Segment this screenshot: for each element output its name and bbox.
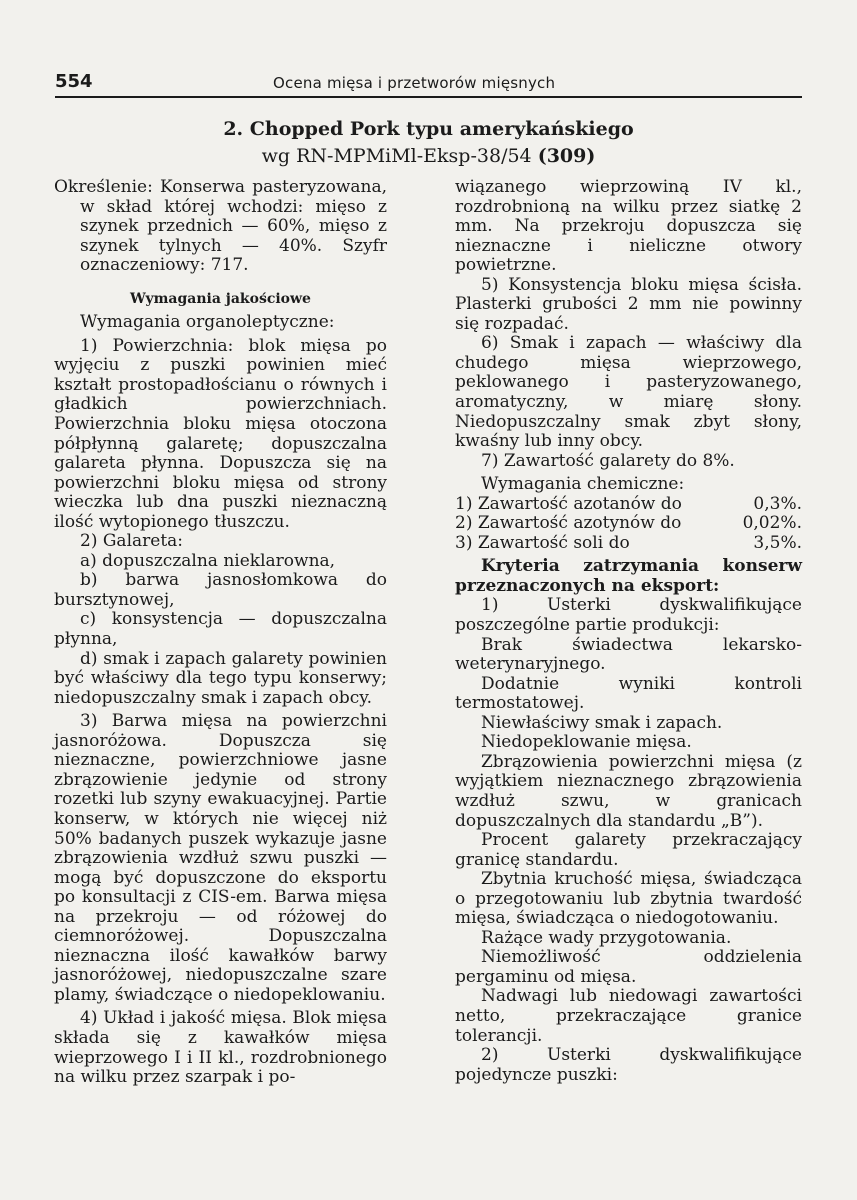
item-meat-color: 3) Barwa mięsa na powierzchni jasnoróżowa. Dopuszcza się nieznaczne, powierzchniowe jasne zbrązowienie jedynie od strony rozetki lub szyny ewakuacyjnej. Partie konserw, w których nie więcej niż 50% badanych puszek wykazuje jasne zbrązowienia wzdłuż szwu puszki — mogą być dopuszczone do eksportu po konsultacji z CIS-em. Barwa mięsa na przekroju — od różowej do ciemnoróżowej. Dopuszczalna nieznaczna ilość kawałków barwy jasnoróżowej, niedopuszczalne szare plamy, świadczące o niedopeklowaniu. <box>54 711 387 1005</box>
chemical-heading: Wymagania chemiczne: <box>481 474 685 495</box>
item-meat-structure-continued: wiązanego wieprzowiną IV kl., rozdrobnioną na wilku przez siatkę 2 mm. Na przekroju dopuszcza się nieznaczne i nieliczne otwory powietrzne. <box>455 177 802 276</box>
criteria-heading: Kryteria zatrzymania konserw przeznaczonych na eksport: <box>455 556 802 596</box>
chem-label: 2) Zawartość azotynów do <box>455 513 682 534</box>
item-consistency: 5) Konsystencja bloku mięsa ścisła. Plasterki grubości 2 mm nie powinny się rozpadać. <box>455 274 802 334</box>
criteria-item: Niedopeklowanie mięsa. <box>481 732 692 753</box>
left-column <box>54 178 387 1088</box>
chem-value: 0,02%. <box>742 513 802 534</box>
item-jelly-b: b) barwa jasnosłomkowa do bursztynowej, <box>54 570 387 610</box>
quality-requirements-heading: Wymagania jakościowe <box>130 290 311 307</box>
standard-code: wg RN-MPMiMl-Eksp-38/54 <box>261 145 532 167</box>
chem-label: 1) Zawartość azotanów do <box>455 493 682 514</box>
item-jelly-content: 7) Zawartość galarety do 8%. <box>481 450 735 471</box>
criteria-item: Procent galarety przekraczający granicę standardu. <box>455 830 802 870</box>
criteria-item: Rażące wady przygotowania. <box>481 927 732 948</box>
organoleptic-heading: Wymagania organoleptyczne: <box>80 312 335 333</box>
item-taste-smell: 6) Smak i zapach — właściwy dla chudego mięsa wieprzowego, peklowanego i pasteryzowanego, aromatyczny, w miarę słony. Niedopuszczalny smak zbyt słony, kwaśny lub inny obcy. <box>455 333 802 452</box>
criteria-item: Nadwagi lub niedowagi zawartości netto, przekraczające granice tolerancji. <box>455 986 802 1046</box>
chem-value: 0,3%. <box>753 493 802 514</box>
definition-paragraph: Określenie: Konserwa pasteryzowana, w skład której wchodzi: mięso z szynek przednich — 60%, mięso z szynek tylnych — 40%. Szyfr oznaczeniowy: 717. <box>54 177 387 276</box>
running-title: Ocena mięsa i przetworów mięsnych <box>273 74 556 92</box>
criteria-item: Niewłaściwy smak i zapach. <box>481 712 723 733</box>
criteria-batch: 1) Usterki dyskwalifikujące poszczególne partie produkcji: <box>455 595 802 636</box>
item-meat-structure: 4) Układ i jakość mięsa. Blok mięsa składa się z kawałków mięsa wieprzowego I i II kl., rozdrobnionego na wilku przez szarpak i po- <box>54 1008 387 1088</box>
chem-row-salt <box>455 534 802 554</box>
item-jelly-d: d) smak i zapach galarety powinien być właściwy dla tego typu konserwy; niedopuszczalny smak i zapach obcy. <box>54 648 387 708</box>
standard-reference <box>0 145 857 167</box>
right-column <box>455 178 802 1085</box>
item-surface: 1) Powierzchnia: blok mięsa po wyjęciu z puszki powinien mieć kształt prostopadłościanu o równych i gładkich powierzchniach. Powierzchnia bloku mięsa otoczona półpłynną galaretę; dopuszczalna galareta płynna. Dopuszcza się na powierzchni bloku mięsa od strony wieczka lub dna puszki nieznaczną ilość wytopionego tłuszczu. <box>54 335 387 532</box>
reference-number: (309) <box>537 145 596 167</box>
section-title: 2. Chopped Pork typu amerykańskiego <box>223 118 634 140</box>
item-jelly-a: a) dopuszczalna nieklarowna, <box>80 550 336 571</box>
criteria-single-can: 2) Usterki dyskwalifikujące pojedyncze puszki: <box>455 1045 802 1085</box>
criteria-item: Brak świadectwa lekarsko-weterynaryjnego. <box>455 634 802 675</box>
criteria-item: Dodatnie wyniki kontroli termostatowej. <box>455 673 802 714</box>
criteria-item: Zbytnia kruchość mięsa, świadcząca o przegotowaniu lub zbytnia twardość mięsa, świadcząca o niedogotowaniu. <box>455 869 802 929</box>
item-jelly-c: c) konsystencja — dopuszczalna płynna, <box>54 609 387 650</box>
chem-value: 3,5%. <box>753 532 802 553</box>
page-number: 554 <box>55 71 93 92</box>
chem-row-nitrates <box>455 495 802 515</box>
criteria-item: Niemożliwość oddzielenia pergaminu od mięsa. <box>455 947 802 987</box>
item-jelly: 2) Galareta: <box>80 531 184 552</box>
criteria-item: Zbrązowienia powierzchni mięsa (z wyjątkiem nieznacznego zbrązowienia wzdłuż szwu, w granicach dopuszczalnych dla standardu „B”). <box>455 751 802 831</box>
page-header <box>55 70 802 98</box>
chem-label: 3) Zawartość soli do <box>455 532 630 553</box>
chem-row-nitrites <box>455 514 802 534</box>
